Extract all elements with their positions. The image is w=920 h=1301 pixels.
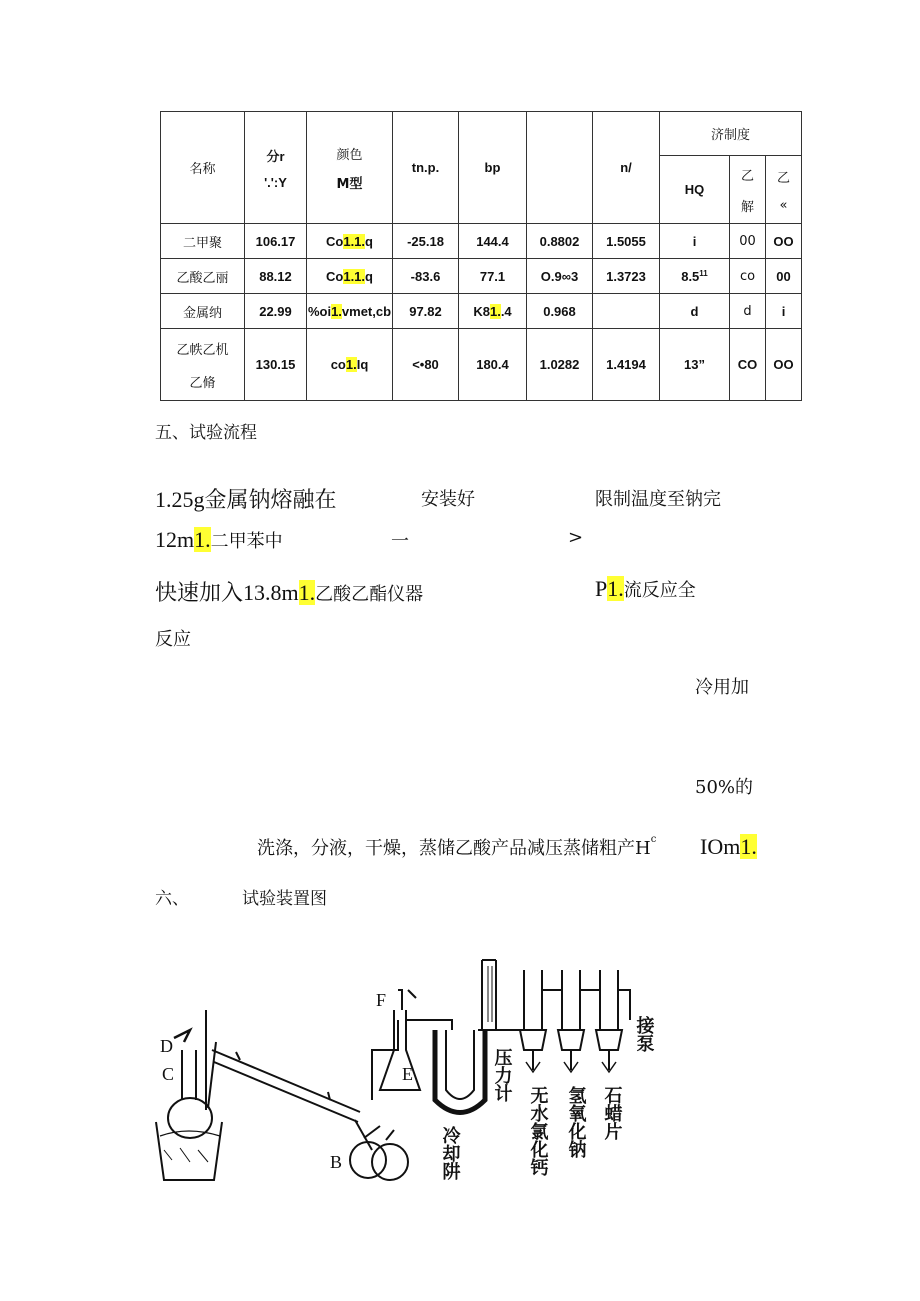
label-pressure-gauge: 压力计 — [491, 1048, 513, 1102]
cell-mp: -83.6 — [393, 259, 459, 294]
section-5-heading: 五、试验流程 — [155, 423, 257, 443]
cell-n: 1.5055 — [593, 224, 660, 259]
cell-water: d — [660, 294, 730, 329]
label-e: E — [402, 1064, 413, 1084]
label-c: C — [162, 1064, 175, 1084]
table-row — [161, 259, 802, 294]
cell-color: co1.Iq — [307, 329, 393, 401]
cell-col3: OO — [766, 329, 802, 401]
header-sol-col2: 乙 解 — [730, 156, 766, 224]
cell-color: %oi1.vmet,cb — [307, 294, 393, 329]
cell-bp: 180.4 — [459, 329, 527, 401]
flow-step-5: 冷用加 — [695, 677, 749, 698]
cell-mw: 22.99 — [245, 294, 307, 329]
cell-mp: -25.18 — [393, 224, 459, 259]
flow-step-3b: P1.流反应全 — [595, 576, 696, 601]
cold-trap — [435, 1030, 485, 1113]
cell-mp: 97.82 — [393, 294, 459, 329]
cell-color: Co1.1.q — [307, 224, 393, 259]
header-molecular-weight: 分r '.':Y — [245, 112, 307, 224]
drying-tower-3 — [596, 970, 622, 1072]
section-6-heading: 试验装置图 — [242, 889, 327, 909]
cell-n: 1.4194 — [593, 329, 660, 401]
flow-step-6: 50%的 — [695, 777, 754, 798]
cell-color: Co1.1.q — [307, 259, 393, 294]
drying-tower-2 — [558, 970, 584, 1072]
manometer — [482, 960, 496, 1030]
label-cold-trap: 冷却阱 — [439, 1126, 461, 1180]
cell-n — [593, 294, 660, 329]
cell-density: O.9∞3 — [527, 259, 593, 294]
header-boiling-point: bp — [459, 112, 527, 224]
flow-step-1a: 1.25g金属钠熔融在 — [155, 487, 337, 512]
header-sol-col3: 乙 « — [766, 156, 802, 224]
flow-step-4: 反应 — [155, 629, 191, 650]
cell-col3: 00 — [766, 259, 802, 294]
cell-mw: 106.17 — [245, 224, 307, 259]
cell-bp: K81..4 — [459, 294, 527, 329]
header-melting-point: tn.p. — [393, 112, 459, 224]
receiver-flask-2 — [372, 1144, 408, 1180]
cell-name: 乙酸乙丽 — [161, 259, 245, 294]
label-to-pump: 接泵 — [633, 1016, 655, 1052]
flow-step-1b: 安装好 — [421, 489, 475, 510]
cell-mw: 130.15 — [245, 329, 307, 401]
flow-step-3a: 快速加入13.8m1.乙酸乙酯仪器 — [155, 580, 424, 605]
flow-step-7: 洗涤，分液，干燥，蒸储乙酸产品减压蒸储粗产$H^c$ — [257, 834, 657, 859]
flow-step-2a: 12m1.二甲苯中 — [155, 527, 283, 552]
cell-bp: 77.1 — [459, 259, 527, 294]
cell-name: 二甲聚 — [161, 224, 245, 259]
cell-density: 0.8802 — [527, 224, 593, 259]
cell-water: $8.5^{11}$ — [660, 259, 730, 294]
label-paraffin: 石蜡片 — [601, 1086, 623, 1140]
cell-col2: 00 — [730, 224, 766, 259]
cell-name: 金属纳 — [161, 294, 245, 329]
cell-name: 乙帙乙机 乙脩 — [161, 329, 245, 401]
label-f: F — [376, 990, 387, 1010]
header-solubility: 济制度 — [660, 112, 802, 156]
cell-col2: co — [730, 259, 766, 294]
label-b: B — [330, 1152, 343, 1172]
cell-mw: 88.12 — [245, 259, 307, 294]
cell-density: 0.968 — [527, 294, 593, 329]
table-row — [161, 329, 802, 401]
header-sol-water: HQ — [660, 156, 730, 224]
flow-arrow: > — [568, 527, 584, 548]
flow-step-1c: 限制温度至钠完 — [595, 489, 721, 510]
cell-col2: d — [730, 294, 766, 329]
header-refractive-index: n/ — [593, 112, 660, 224]
cell-col2: CO — [730, 329, 766, 401]
cell-density: 1.0282 — [527, 329, 593, 401]
cell-bp: 144.4 — [459, 224, 527, 259]
label-sodium-hydroxide: 氢氧化钠 — [565, 1086, 587, 1158]
section-6-number: 六、 — [155, 889, 189, 909]
header-color-state: 颜色 M型 — [307, 112, 393, 224]
cell-water: 13” — [660, 329, 730, 401]
cell-col3: OO — [766, 224, 802, 259]
label-calcium-chloride: 无水氯化钙 — [527, 1086, 549, 1176]
cell-mp: <•80 — [393, 329, 459, 401]
flow-step-7-volume: IOm1. — [700, 834, 757, 859]
flow-dash: 一 — [391, 531, 409, 552]
condenser — [212, 1050, 360, 1122]
header-density — [527, 112, 593, 224]
cell-water: i — [660, 224, 730, 259]
table-row — [161, 294, 802, 329]
table-row — [161, 224, 802, 259]
cell-col3: i — [766, 294, 802, 329]
drying-tower-1 — [520, 970, 546, 1072]
apparatus-diagram — [150, 950, 690, 1190]
properties-table — [160, 111, 802, 401]
header-name: 名称 — [161, 112, 245, 224]
cell-n: 1.3723 — [593, 259, 660, 294]
label-d: D — [160, 1036, 173, 1056]
